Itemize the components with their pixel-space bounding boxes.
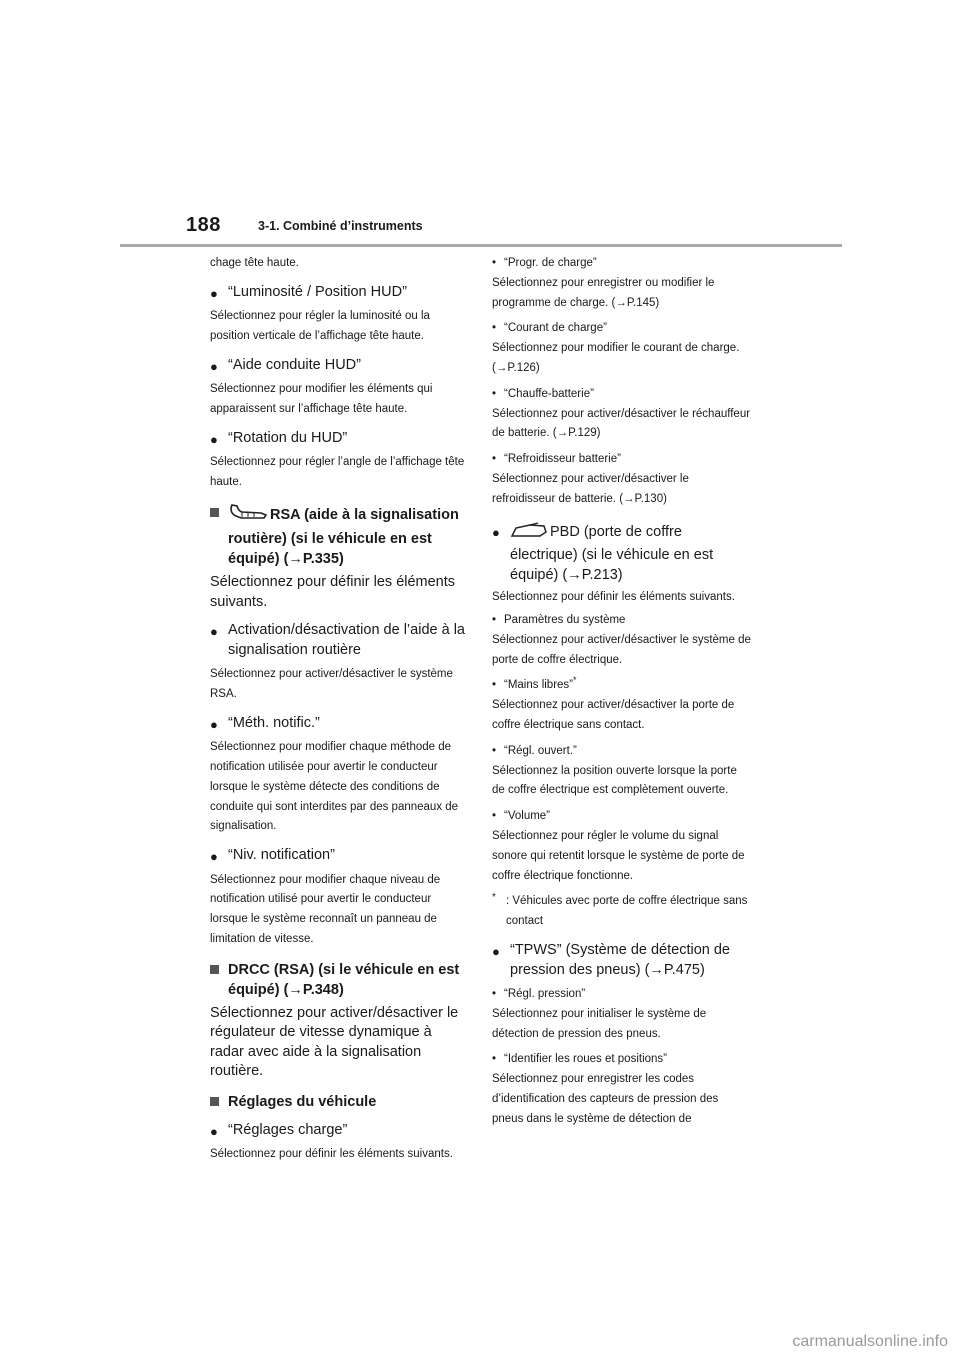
bullet-title: PBD (porte de coffre électrique) (si le véhicule en est équipé) (→P.213)	[510, 523, 714, 583]
right-column	[492, 254, 752, 1133]
dash-bullet: •	[492, 679, 497, 692]
item-desc: Sélectionnez pour activer/désactiver le réchauffeur de batterie. (→P.129)	[492, 407, 751, 440]
square-bullet-icon	[210, 508, 219, 517]
item-parametres	[492, 611, 752, 631]
section-rsa	[210, 503, 466, 569]
item-mains-libres	[492, 676, 752, 696]
bullet-desc: Sélectionnez pour activer/désactiver le système RSA.	[210, 668, 453, 700]
item-chauffe-batterie	[492, 385, 752, 405]
item-desc: Sélectionnez pour activer/désactiver le refroidisseur de batterie. (→P.130)	[492, 472, 689, 505]
rsa-hand-icon	[228, 503, 268, 529]
bullet-title: “Luminosité / Position HUD”	[228, 283, 407, 300]
bullet-meth-notific	[210, 714, 466, 734]
bullet-desc: Sélectionnez pour modifier chaque niveau de notification utilisé pour avertir le conducteur lorsque le système reconnaît un panneau de limitation de vitesse.	[210, 873, 441, 946]
dot-bullet-icon: ●	[210, 285, 218, 301]
dash-bullet: •	[492, 810, 497, 823]
bullet-title: “Aide conduite HUD”	[228, 356, 361, 373]
item-identifier	[492, 1050, 752, 1070]
bullet-title: “Méth. notific.”	[228, 714, 320, 731]
item-volume	[492, 807, 752, 827]
bullet-pbd	[492, 522, 752, 586]
item-title: “Régl. ouvert.”	[504, 744, 577, 757]
dash-bullet: •	[492, 988, 497, 1001]
bullet-desc: Sélectionnez pour modifier chaque méthode de notification utilisée pour avertir le conducteur lorsque le système détecte des conditions de conduite qui sont interdites par des panneaux de signalisation.	[210, 741, 459, 833]
section-title: Réglages du véhicule	[228, 1093, 377, 1110]
section-title: DRCC (RSA) (si le véhicule en est équipé) (→P.348)	[228, 961, 460, 998]
dash-bullet: •	[492, 387, 497, 400]
bullet-rotation-hud	[210, 429, 466, 449]
bullet-title: “Niv. notification”	[228, 847, 335, 864]
page-number: 188	[186, 214, 221, 236]
section-reglages-vehicule	[210, 1092, 466, 1112]
bullet-title: “TPWS” (Système de détection de pression des pneus) (→P.475)	[510, 942, 730, 978]
continued-text: chage tête haute.	[210, 257, 299, 269]
item-title: Paramètres du système	[504, 614, 626, 627]
bullet-title: Activation/désactivation de l’aide à la signalisation routière	[228, 622, 465, 658]
item-title: “Volume”	[504, 810, 551, 823]
bullet-aide-hud	[210, 356, 466, 376]
dot-bullet-icon: ●	[210, 624, 218, 640]
dash-bullet: •	[492, 257, 497, 269]
footnote	[492, 892, 752, 932]
item-desc: Sélectionnez pour enregistrer ou modifier le programme de charge. (→P.145)	[492, 276, 715, 309]
item-courant-charge	[492, 319, 752, 339]
dot-bullet-icon: ●	[492, 944, 500, 960]
bullet-desc: Sélectionnez pour régler l’angle de l’affichage tête haute.	[210, 456, 465, 489]
item-progr-charge	[492, 254, 752, 274]
bullet-title: “Rotation du HUD”	[228, 429, 348, 446]
item-title: “Identifier les roues et positions”	[504, 1053, 667, 1066]
item-title: “Régl. pression”	[504, 988, 586, 1001]
section-desc: Sélectionnez pour activer/désactiver le régulateur de vitesse dynamique à radar avec aide à la signalisation routière.	[210, 1004, 459, 1080]
item-regl-ouvert	[492, 742, 752, 762]
bullet-title: “Réglages charge”	[228, 1121, 348, 1138]
dash-bullet: •	[492, 322, 497, 335]
bullet-desc: Sélectionnez pour régler la luminosité ou la position verticale de l’affichage tête haute.	[210, 310, 430, 343]
footnote-star: *	[492, 892, 496, 904]
dash-bullet: •	[492, 453, 497, 466]
item-title: “Progr. de charge”	[504, 257, 597, 269]
item-title: “Mains libres”	[504, 679, 574, 692]
bullet-activation	[210, 621, 466, 660]
dash-bullet: •	[492, 744, 497, 757]
item-desc: Sélectionnez pour activer/désactiver la porte de coffre électrique sans contact.	[492, 699, 735, 732]
item-title: “Courant de charge”	[504, 322, 607, 335]
item-desc: Sélectionnez pour activer/désactiver le système de porte de coffre électrique.	[492, 633, 751, 666]
dot-bullet-icon: ●	[210, 716, 218, 732]
item-desc: Sélectionnez la position ouverte lorsque la porte de coffre électrique est complètement ouverte.	[492, 764, 737, 797]
bullet-tpws	[492, 941, 752, 980]
bullet-reglages-charge	[210, 1121, 466, 1141]
item-desc: Sélectionnez pour modifier le courant de charge. (→P.126)	[492, 342, 740, 374]
section-title: RSA (aide à la signalisation routière) (si le véhicule en est équipé) (→P.335)	[228, 507, 459, 568]
watermark: carmanualsonline.info	[792, 1333, 948, 1350]
item-title: “Chauffe-batterie”	[504, 387, 594, 400]
bullet-desc: Sélectionnez pour définir les éléments suivants.	[210, 1148, 453, 1161]
dot-bullet-icon: ●	[210, 849, 218, 865]
square-bullet-icon	[210, 965, 219, 974]
item-desc: Sélectionnez pour régler le volume du signal sonore qui retentit lorsque le système de porte de coffre électrique fonctionne.	[492, 830, 745, 882]
item-regl-pression	[492, 985, 752, 1005]
bullet-desc: Sélectionnez pour définir les éléments suivants.	[492, 591, 735, 604]
item-title: “Refroidisseur batterie”	[504, 453, 621, 466]
bullet-luminosite	[210, 283, 466, 303]
section-intro: Sélectionnez pour définir les éléments suivants.	[210, 574, 456, 610]
footnote-text: : Véhicules avec porte de coffre électrique sans contact	[506, 895, 748, 928]
dot-bullet-icon: ●	[210, 431, 218, 447]
dot-bullet-icon: ●	[210, 1123, 218, 1139]
item-desc: Sélectionnez pour enregistrer les codes d’identification des capteurs de pression des pneus dans le système de détection de	[492, 1073, 719, 1125]
item-desc: Sélectionnez pour initialiser le système de détection de pression des pneus.	[492, 1007, 707, 1040]
bullet-niv-notification	[210, 846, 466, 866]
dot-bullet-icon: ●	[492, 524, 500, 540]
chapter-title: 3-1. Combiné d’instruments	[258, 219, 423, 233]
header-rule	[120, 244, 842, 247]
dash-bullet: •	[492, 1053, 497, 1066]
left-column	[210, 254, 466, 1168]
dot-bullet-icon: ●	[210, 358, 218, 374]
dash-bullet: •	[492, 614, 497, 627]
section-drcc	[210, 960, 466, 1000]
bullet-desc: Sélectionnez pour modifier les éléments qui apparaissent sur l’affichage tête haute.	[210, 383, 433, 416]
car-trunk-icon	[510, 522, 548, 547]
square-bullet-icon	[210, 1097, 219, 1106]
item-refroidisseur	[492, 450, 752, 470]
footnote-marker: *	[573, 675, 577, 686]
